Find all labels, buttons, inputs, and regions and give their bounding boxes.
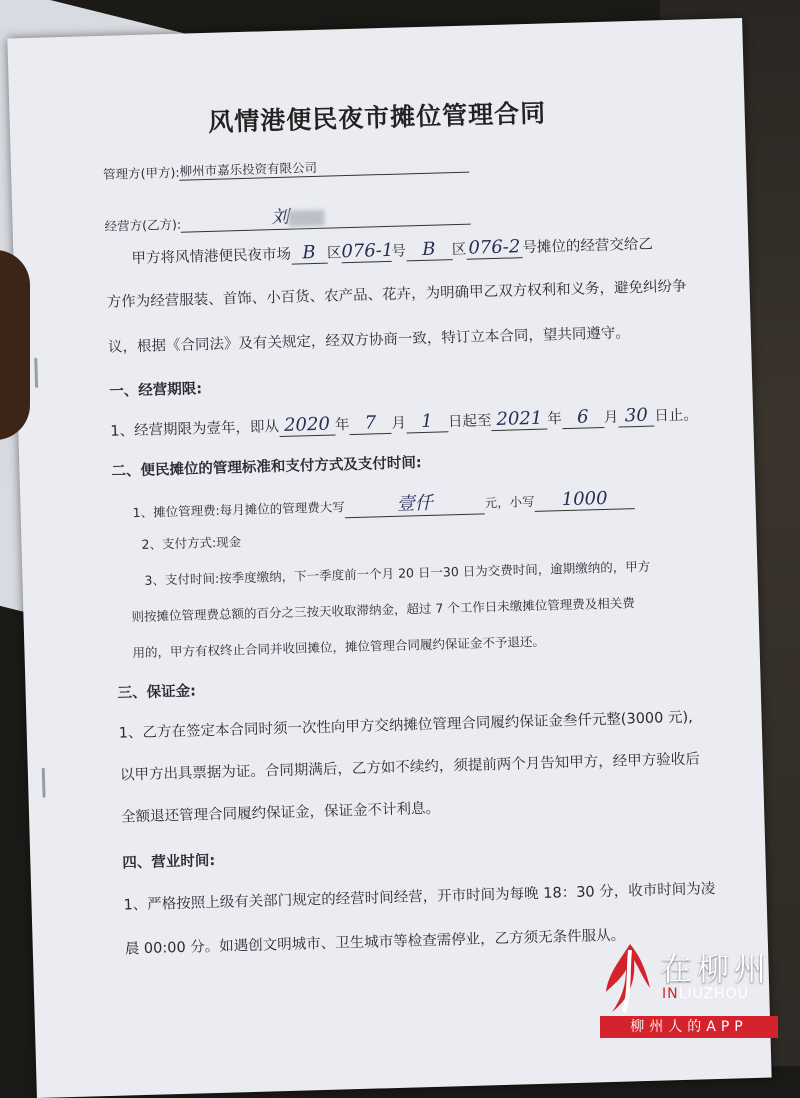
end-day: 30 (624, 404, 649, 427)
fee-lower-field (534, 487, 635, 512)
stall-number-2: 076-2 (468, 236, 521, 259)
app-name-en (662, 986, 749, 1002)
hours-line-1: 1、严格按照上级有关部门规定的经营时间经营，开市时间为每晚 18：30 分，收市时间为凌 (123, 881, 716, 914)
contract-page (7, 18, 771, 1098)
app-logo-icon (600, 940, 656, 1016)
party-a-name: 柳州市嘉乐投资有限公司 (179, 154, 469, 181)
term-text-7: 日止。 (654, 407, 699, 425)
term-row (110, 403, 698, 441)
term-text-5: 年 (547, 411, 563, 428)
stall-number-1: 076-1 (341, 239, 394, 263)
intro-text-4: 区 (451, 241, 467, 259)
end-month-field (562, 406, 605, 429)
zone-2: B (421, 238, 436, 260)
start-month: 7 (364, 412, 377, 434)
section-4-heading: 四、营业时间: (122, 852, 216, 872)
party-b-row (104, 198, 471, 235)
hours-line-2: 晨 00:00 分。如遇创文明城市、卫生城市等检查需停业，乙方须无条件服从。 (124, 927, 626, 958)
deposit-line-2: 以甲方出具票据为证。合同期满后，乙方如不续约，须提前两个月告知甲方，经甲方验收后 (119, 751, 700, 784)
start-month-field (349, 412, 392, 435)
app-name-en-accent: IN (662, 986, 679, 1002)
intro-text-2: 区 (326, 245, 342, 262)
term-text-1: 1、经营期限为壹年，即从 (110, 419, 280, 440)
party-a-row (103, 154, 470, 183)
fee-lower: 1000 (561, 487, 608, 511)
contract-title: 风情港便民夜市摊位管理合同 (207, 98, 547, 137)
term-text-6: 月 (603, 409, 619, 426)
party-a-label: 管理方(甲方): (102, 164, 180, 182)
payment-time-line-1: 3、支付时间:按季度缴纳，下一季度前一个月 20 日一30 日为交费时间，逾期缴纳的，甲方 (144, 558, 651, 588)
end-day-field (618, 405, 655, 428)
fee-unit: 元，小写 (484, 493, 535, 511)
intro-text-1: 甲方将风情港便民夜市场 (131, 246, 292, 268)
intro-text-3: 号 (391, 243, 407, 260)
stall-1-field (341, 240, 392, 263)
start-day: 1 (420, 410, 433, 433)
payment-method: 2、支付方式:现金 (141, 534, 242, 552)
redacted-name (289, 210, 325, 227)
fee-label: 1、摊位管理费:每月摊位的管理费大写 (132, 499, 345, 521)
app-slogan: 柳州人的APP (600, 1016, 778, 1038)
zone-2-field (406, 238, 453, 261)
binder-hole-bottom (42, 768, 46, 798)
end-year: 2021 (496, 407, 543, 430)
intro-text-5: 号摊位的经营交给乙 (522, 236, 654, 257)
intro-line-2: 方作为经营服装、首饰、小百货、农产品、花卉，为明确甲乙双方权利和义务，避免纠纷争 (106, 278, 687, 311)
intro-line-1 (131, 233, 653, 270)
section-1-heading: 一、经营期限: (109, 381, 203, 400)
end-month: 6 (576, 406, 589, 428)
term-text-4: 日起至 (447, 413, 492, 431)
fee-row (132, 483, 635, 524)
payment-time-line-2: 则按摊位管理费总额的百分之三按天收取滞纳金，超过 7 个工作日未缴摊位管理费及相关费 (131, 595, 635, 625)
deposit-line-3: 全额退还管理合同履约保证金，保证金不计利息。 (120, 800, 441, 826)
app-watermark (600, 940, 780, 1040)
start-day-field (406, 410, 449, 433)
binder-hole-top (34, 358, 38, 388)
party-b-label: 经营方(乙方): (104, 216, 182, 234)
app-name-en-rest: LIUZHOU (678, 986, 749, 1002)
hand-holding-page (0, 250, 30, 440)
app-name: 在柳州 (660, 950, 772, 988)
start-year-field (279, 413, 336, 437)
section-3-heading: 三、保证金: (117, 683, 197, 702)
zone-1: B (302, 241, 316, 264)
intro-line-3: 议，根据《合同法》及有关规定，经双方协商一致，特订立本合同，望共同遵守。 (107, 325, 631, 356)
fee-upper: 壹仟 (396, 492, 433, 515)
deposit-line-1: 1、乙方在签定本合同时须一次性向甲方交纳摊位管理合同履约保证金叁仟元整(3000 元), (118, 709, 693, 742)
payment-time-line-3: 用的，甲方有权终止合同并收回摊位，摊位管理合同履约保证金不予退还。 (132, 633, 546, 661)
end-year-field (491, 408, 548, 432)
party-b-name: 刘 (270, 206, 290, 229)
stall-2-field (466, 236, 523, 260)
fee-upper-field (344, 487, 485, 518)
start-year: 2020 (283, 413, 331, 436)
term-text-3: 月 (391, 415, 407, 432)
section-2-heading: 二、便民摊位的管理标准和支付方式及支付时间: (111, 455, 422, 480)
zone-1-field (291, 242, 328, 265)
term-text-2: 年 (334, 417, 350, 434)
party-b-field (181, 198, 472, 233)
